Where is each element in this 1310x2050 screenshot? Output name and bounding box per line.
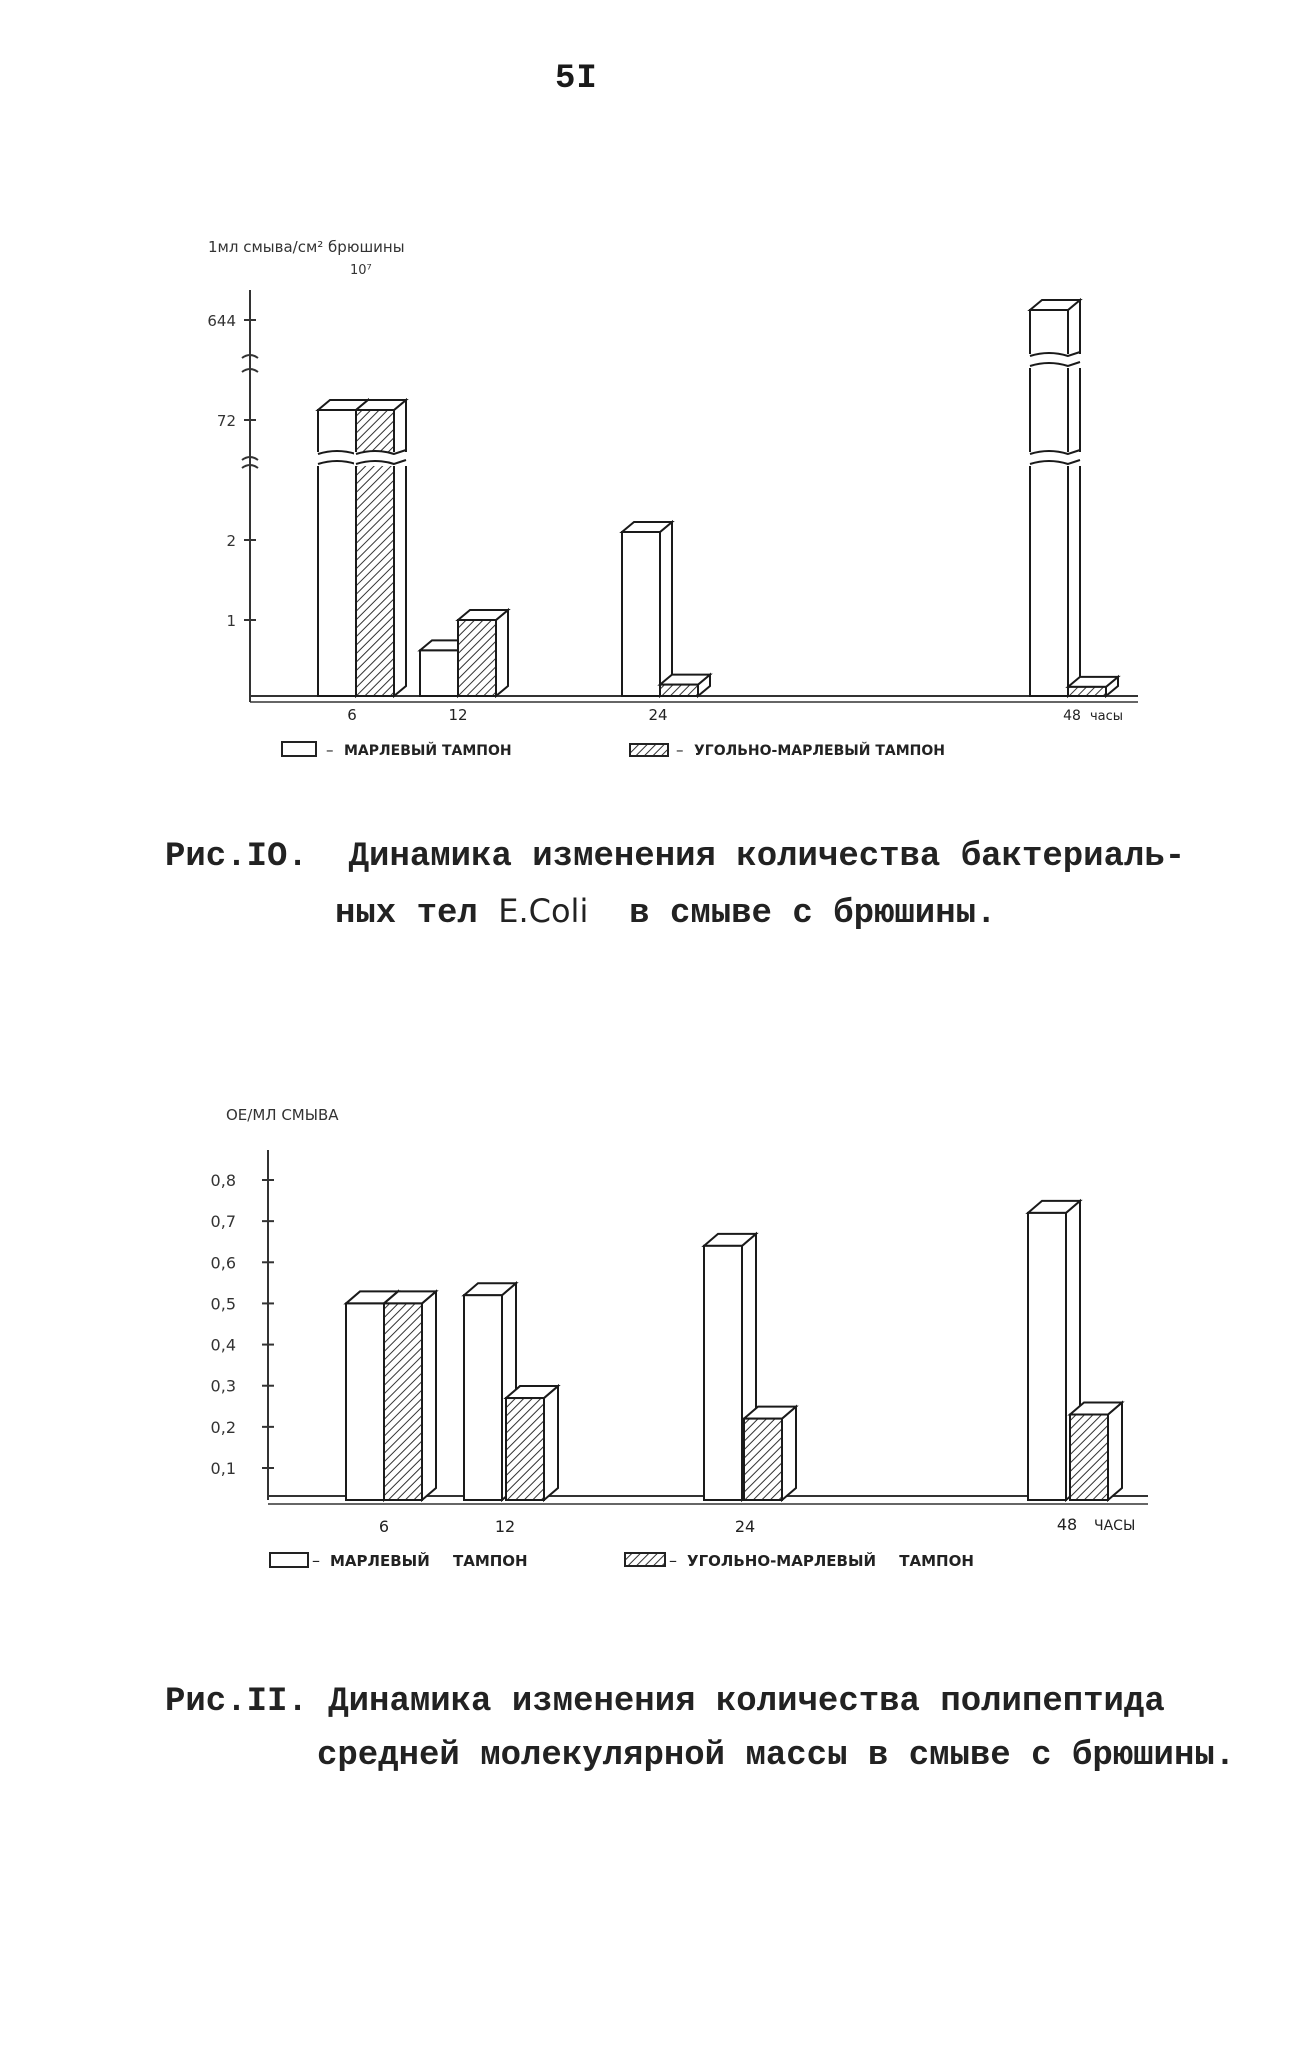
figure-caption-10 — [165, 830, 1185, 941]
caption-text: Динамика изменения количества бактериаль- — [348, 838, 1186, 876]
bar-plain — [622, 522, 672, 696]
caption-label: Рис.II. — [165, 1683, 308, 1721]
legend-swatch-plain — [282, 742, 316, 756]
y-tick-label: 1 — [226, 612, 236, 630]
caption-text: Динамика изменения количества полипептида — [328, 1683, 1165, 1721]
y-tick-label: 0,5 — [210, 1294, 236, 1314]
y-tick-label: 72 — [216, 412, 236, 430]
bar-hatched — [384, 1291, 436, 1500]
y-tick-label: 0,8 — [210, 1171, 236, 1190]
figure-caption-11 — [165, 1675, 1235, 1783]
legend-swatch-hatched — [625, 1553, 665, 1566]
bar-hatched — [506, 1386, 558, 1500]
y-tick-label: 0,2 — [210, 1417, 236, 1437]
y-tick-label: 0,3 — [210, 1376, 236, 1396]
y-axis-multiplier: 10⁷ — [350, 263, 372, 278]
legend-dash: – — [676, 741, 684, 759]
legend-label-plain: марлевый тампон — [330, 1552, 528, 1570]
y-axis-label: ОЕ/мл смыва — [226, 1106, 339, 1124]
x-tick-label: 6 — [347, 706, 357, 724]
bar-hatched — [1070, 1403, 1122, 1500]
legend-dash: – — [312, 1551, 320, 1570]
legend-label-plain: марлевый тампон — [344, 743, 512, 759]
caption-text: ных тел — [335, 895, 478, 933]
y-tick-label: 2 — [226, 532, 236, 550]
y-tick-label: 0,6 — [210, 1253, 236, 1273]
y-tick-label: 0,7 — [210, 1212, 236, 1232]
y-tick-label: 0,4 — [210, 1335, 236, 1355]
y-tick-label: 644 — [207, 312, 236, 330]
chart-polypeptide-mass — [0, 1090, 1310, 1610]
bar-hatched — [660, 675, 710, 696]
x-unit-label: часы — [1090, 709, 1124, 724]
legend-dash: – — [669, 1551, 677, 1570]
legend-dash: – — [326, 741, 334, 759]
x-tick-label: 24 — [734, 1517, 756, 1536]
caption-text: в смыве с брюшины. — [629, 895, 997, 933]
legend-swatch-plain — [270, 1553, 308, 1567]
caption-label: Рис.IO. — [165, 838, 308, 876]
x-unit-label: часы — [1094, 1518, 1136, 1534]
bar-plain — [1028, 300, 1082, 696]
y-tick-label: 0,1 — [210, 1459, 236, 1478]
legend-label-hatched: угольно-марлевый тампон — [694, 743, 945, 759]
page-number: 5I — [555, 60, 598, 98]
x-tick-label: 48 — [1063, 708, 1081, 724]
legend-swatch-hatched — [630, 744, 668, 756]
bar-hatched — [744, 1407, 796, 1500]
x-tick-label: 12 — [494, 1517, 516, 1536]
y-axis-label: 1мл смыва/см² брюшины — [208, 238, 405, 256]
bar-hatched — [354, 400, 408, 696]
caption-text: средней молекулярной массы в смыве с брюшины. — [317, 1737, 1236, 1775]
x-tick-label: 24 — [648, 706, 668, 724]
organism-name: E.Coli — [498, 892, 589, 930]
bar-hatched — [1068, 677, 1118, 696]
chart-bacterial-count — [0, 220, 1310, 780]
bar-hatched — [458, 610, 508, 696]
x-tick-label: 48 — [1056, 1515, 1078, 1534]
x-tick-label: 6 — [378, 1517, 390, 1536]
x-tick-label: 12 — [448, 706, 468, 724]
legend-label-hatched: угольно-марлевый тампон — [687, 1552, 974, 1570]
